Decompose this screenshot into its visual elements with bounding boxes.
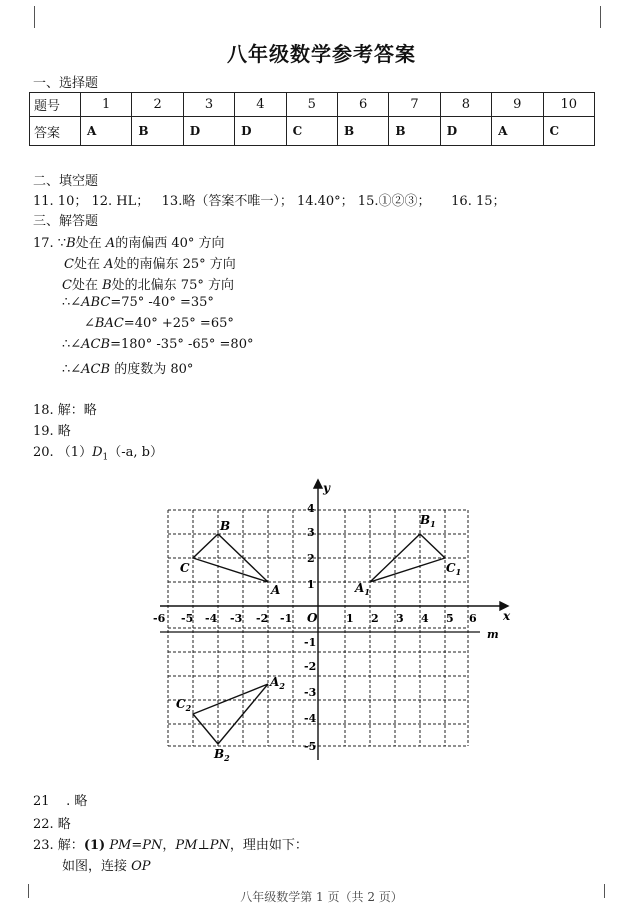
table-cell-number: 4 <box>235 93 286 117</box>
x-tick-label: -3 <box>230 612 243 625</box>
table-cell-answer: B <box>132 117 183 146</box>
x-tick-label: 5 <box>446 612 454 625</box>
triangle-a2b2c2 <box>193 684 268 744</box>
table-cell-answer: B <box>337 117 388 146</box>
table-cell-answer: C <box>543 117 594 146</box>
table-header-label: 答案 <box>30 117 81 146</box>
y-tick-label: 4 <box>307 502 315 515</box>
table-cell-answer: B <box>389 117 440 146</box>
q23-line-1: 23. 解：(1) PM=PN，PM⊥PN，理由如下： <box>33 838 308 853</box>
x-tick-label: 1 <box>346 612 354 625</box>
corner-mark-top-left <box>20 6 35 28</box>
point-label-c1: $C_1$ <box>446 561 462 577</box>
table-cell-answer: D <box>235 117 286 146</box>
fill-answers-line: 11. 10； 12. HL； 13.略（答案不唯一）； 14.40°； 15.①②③； 16. 15； <box>33 194 506 209</box>
table-cell-number: 3 <box>183 93 234 117</box>
point-label-c: C <box>180 561 190 575</box>
q21-line: 21 . 略 <box>33 794 88 809</box>
page-footer: 八年级数学第 1 页（共 2 页） <box>240 890 403 904</box>
q17-line-5: ∠BAC=40° +25° =65° <box>84 316 234 331</box>
table-cell-answer: C <box>286 117 337 146</box>
x-tick-label: 3 <box>396 612 404 625</box>
x-tick-label: 6 <box>469 612 477 625</box>
y-tick-label: -5 <box>304 740 317 753</box>
table-cell-number: 5 <box>286 93 337 117</box>
y-axis-label: y <box>323 481 330 495</box>
y-tick-label: 3 <box>307 526 315 539</box>
table-row-numbers <box>30 93 595 117</box>
table-cell-answer: A <box>492 117 543 146</box>
point-label-a1: $A_1$ <box>355 581 370 597</box>
x-tick-label: -6 <box>153 612 166 625</box>
x-tick-label: 4 <box>421 612 429 625</box>
m-line-label: m <box>487 628 499 641</box>
q17-line-3: C处在 B处的北偏东 75° 方向 <box>62 278 234 293</box>
x-tick-label: -4 <box>205 612 218 625</box>
table-row-answers <box>30 117 595 146</box>
table-cell-answer: D <box>183 117 234 146</box>
q17-line-7: ∴∠ACB 的度数为 80° <box>62 362 194 377</box>
x-tick-label: -5 <box>181 612 194 625</box>
q17-line-6: ∴∠ACB=180° -35° -65° =80° <box>62 337 254 352</box>
origin-label: O <box>307 611 318 625</box>
q17-line-4: ∴∠ABC=75° -40° =35° <box>62 295 214 310</box>
y-tick-label: -1 <box>304 636 317 649</box>
q17-line-2: C处在 A处的南偏东 25° 方向 <box>64 257 236 272</box>
answer-table <box>29 92 595 146</box>
table-cell-number: 9 <box>492 93 543 117</box>
table-cell-answer: A <box>81 117 132 146</box>
page-title: 八年级数学参考答案 <box>227 42 416 66</box>
table-cell-number: 10 <box>543 93 594 117</box>
section-heading-solve: 三、解答题 <box>33 214 99 229</box>
point-label-a2: $A_2$ <box>270 675 285 691</box>
table-cell-answer: D <box>440 117 491 146</box>
section-heading-fill: 二、填空题 <box>33 174 99 189</box>
point-label-a: A <box>271 583 281 597</box>
y-tick-label: -4 <box>304 712 317 725</box>
x-tick-label: -1 <box>280 612 293 625</box>
q23-line-2: 如图，连接 OP <box>62 859 151 874</box>
y-tick-label: -2 <box>304 660 317 673</box>
y-tick-label: 1 <box>307 578 315 591</box>
coordinate-graph <box>150 478 520 768</box>
corner-mark-top-right <box>600 6 615 28</box>
q20-line: 20. $(1)D_1(-a$, b） <box>33 445 163 463</box>
q17-line-1: 17. ∵B处在 A的南偏西 40° 方向 <box>33 236 225 251</box>
x-tick-label: -2 <box>256 612 269 625</box>
q19-line: 19. 略 <box>33 424 71 439</box>
table-cell-number: 1 <box>81 93 132 117</box>
table-header-label: 题号 <box>30 93 81 117</box>
q22-line: 22. 略 <box>33 817 71 832</box>
q18-line: 18. 解：略 <box>33 403 97 418</box>
y-tick-label: -3 <box>304 686 317 699</box>
x-tick-label: 2 <box>371 612 379 625</box>
table-cell-number: 2 <box>132 93 183 117</box>
point-label-b1: $B_1$ <box>420 513 436 529</box>
point-label-c2: $C_2$ <box>176 697 192 713</box>
y-tick-label: 2 <box>307 552 315 565</box>
point-label-b2: $B_2$ <box>214 747 230 763</box>
table-cell-number: 8 <box>440 93 491 117</box>
section-heading-choice: 一、选择题 <box>33 76 99 91</box>
table-cell-number: 7 <box>389 93 440 117</box>
table-cell-number: 6 <box>337 93 388 117</box>
point-label-b: B <box>220 519 231 533</box>
x-axis-label: x <box>503 609 511 623</box>
